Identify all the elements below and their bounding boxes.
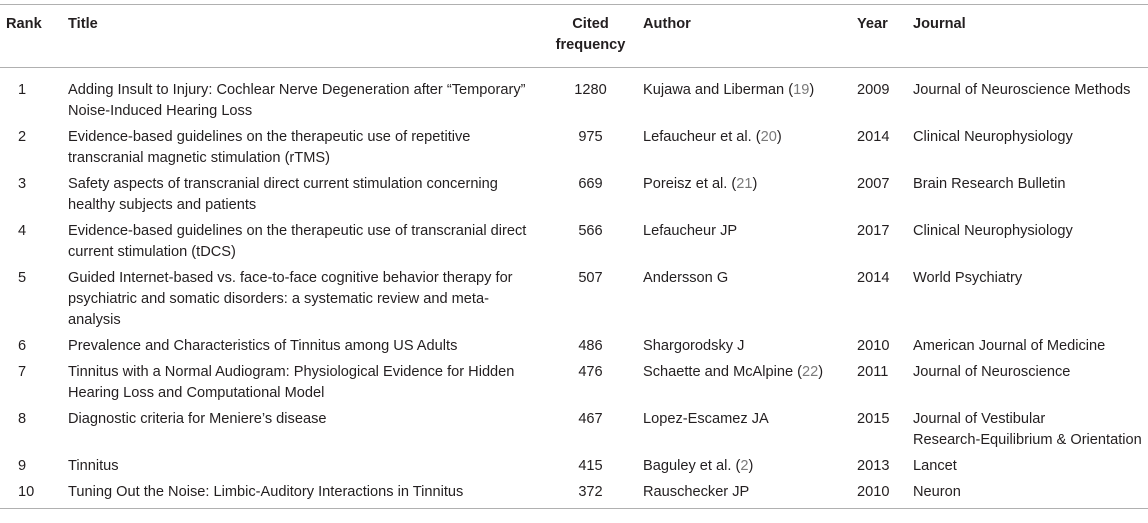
cited-cell: 669 <box>578 176 603 192</box>
journal-header: Journal <box>913 5 1148 68</box>
title-cell: Guided Internet-based vs. face-to-face cognitive behavior therapy for psychiatric and somatic disorders: a systematic review and meta-analysis <box>68 270 513 328</box>
title-cell: Adding Insult to Injury: Cochlear Nerve Degeneration after “Temporary” Noise-Induced Hearing Loss <box>68 82 526 119</box>
author-name: Kujawa and Liberman <box>643 82 785 98</box>
title-cell: Diagnostic criteria for Meniere’s disease <box>68 411 327 427</box>
title-cell: Tinnitus with a Normal Audiogram: Physiological Evidence for Hidden Hearing Loss and Computational Model <box>68 364 515 401</box>
author-name: Andersson G <box>643 270 729 286</box>
reference-number: 21 <box>736 176 753 192</box>
journal-cell: Clinical Neurophysiology <box>913 129 1073 145</box>
rank-cell: 2 <box>18 129 27 145</box>
author-cell: Poreisz et al. (21) <box>643 176 758 192</box>
author-cell <box>643 221 857 268</box>
journal-cell: American Journal of Medicine <box>913 338 1106 354</box>
author-name: Baguley et al. <box>643 458 732 474</box>
table-row <box>0 68 1148 128</box>
citation-table <box>0 4 1148 509</box>
author-name: Schaette and McAlpine <box>643 364 794 380</box>
journal-cell: World Psychiatry <box>913 270 1023 286</box>
author-name: Lopez-Escamez JA <box>643 411 769 427</box>
rank-cell: 6 <box>18 338 27 354</box>
reference-number: 22 <box>802 364 819 380</box>
author-cell: Kujawa and Liberman (19) <box>643 82 815 98</box>
author-cell <box>643 482 857 509</box>
year-cell: 2014 <box>857 129 890 145</box>
cited-cell: 372 <box>538 482 643 509</box>
table-row <box>0 268 1148 336</box>
year-cell: 2014 <box>857 270 890 286</box>
author-cell <box>643 409 857 456</box>
journal-cell <box>913 409 1148 456</box>
cited-frequency-header <box>538 5 643 68</box>
title-cell: Tuning Out the Noise: Limbic-Auditory Interactions in Tinnitus <box>68 482 538 509</box>
author-cell: Baguley et al. (2) <box>643 458 754 474</box>
year-cell: 2010 <box>857 338 890 354</box>
reference-number: 19 <box>793 82 810 98</box>
author-cell: Lefaucheur et al. (20) <box>643 129 782 145</box>
title-cell: Prevalence and Characteristics of Tinnitus among US Adults <box>68 338 458 354</box>
cited-cell: 566 <box>578 223 603 239</box>
title-cell: Safety aspects of transcranial direct current stimulation concerning healthy subjects and patients <box>68 176 498 213</box>
table-row <box>0 409 1148 456</box>
cited-cell: 1280 <box>574 82 607 98</box>
author-cell: Schaette and McAlpine (22) <box>643 364 824 380</box>
author-cell <box>643 336 857 362</box>
year-cell: 2013 <box>857 458 890 474</box>
cited-cell: 467 <box>578 411 603 427</box>
title-header: Title <box>68 5 538 68</box>
rank-cell: 10 <box>0 482 68 509</box>
cited-cell: 486 <box>578 338 603 354</box>
author-name: Shargorodsky J <box>643 338 745 354</box>
rank-cell: 5 <box>18 270 27 286</box>
title-cell: Evidence-based guidelines on the therapeutic use of transcranial direct current stimulation (tDCS) <box>68 223 527 260</box>
rank-header: Rank <box>0 5 68 68</box>
table-row <box>0 456 1148 482</box>
year-cell: 2010 <box>857 482 913 509</box>
table-row <box>0 221 1148 268</box>
cited-cell: 415 <box>578 458 603 474</box>
rank-cell: 1 <box>18 82 27 98</box>
rank-cell: 3 <box>18 176 27 192</box>
rank-cell: 7 <box>18 364 27 380</box>
rank-cell: 4 <box>18 223 27 239</box>
title-cell: Evidence-based guidelines on the therapeutic use of repetitive transcranial magnetic stimulation (rTMS) <box>68 129 471 166</box>
cited-cell: 476 <box>578 364 603 380</box>
table-row <box>0 362 1148 409</box>
year-cell: 2015 <box>857 411 890 427</box>
journal-line-2: Research-Equilibrium & Orientation <box>913 432 1142 448</box>
journal-cell: Neuron <box>913 482 1148 509</box>
journal-cell: Lancet <box>913 458 957 474</box>
rank-cell: 9 <box>18 458 27 474</box>
author-header: Author <box>643 5 857 68</box>
author-name: Lefaucheur JP <box>643 223 738 239</box>
journal-cell: Brain Research Bulletin <box>913 176 1066 192</box>
year-cell: 2007 <box>857 176 890 192</box>
author-cell <box>643 268 857 336</box>
cited-frequency-header-text: Cited frequency <box>555 16 626 53</box>
journal-cell: Journal of Neuroscience <box>913 364 1071 380</box>
table-row <box>0 127 1148 174</box>
reference-number: 20 <box>760 129 777 145</box>
table-row <box>0 482 1148 509</box>
title-cell: Tinnitus <box>68 458 119 474</box>
author-name: Poreisz et al. <box>643 176 728 192</box>
author-name: Lefaucheur et al. <box>643 129 752 145</box>
journal-cell: Journal of Neuroscience Methods <box>913 82 1131 98</box>
author-name: Rauschecker JP <box>643 484 750 500</box>
header-row <box>0 5 1148 68</box>
year-cell: 2009 <box>857 82 890 98</box>
journal-line-1: Journal of Vestibular <box>913 411 1046 427</box>
journal-cell: Clinical Neurophysiology <box>913 223 1073 239</box>
table-row <box>0 174 1148 221</box>
cited-cell: 507 <box>578 270 603 286</box>
rank-cell: 8 <box>18 411 27 427</box>
table-row <box>0 336 1148 362</box>
year-cell: 2011 <box>857 364 889 380</box>
reference-number: 2 <box>740 458 749 474</box>
cited-cell: 975 <box>578 129 603 145</box>
year-cell: 2017 <box>857 223 890 239</box>
year-header: Year <box>857 5 913 68</box>
